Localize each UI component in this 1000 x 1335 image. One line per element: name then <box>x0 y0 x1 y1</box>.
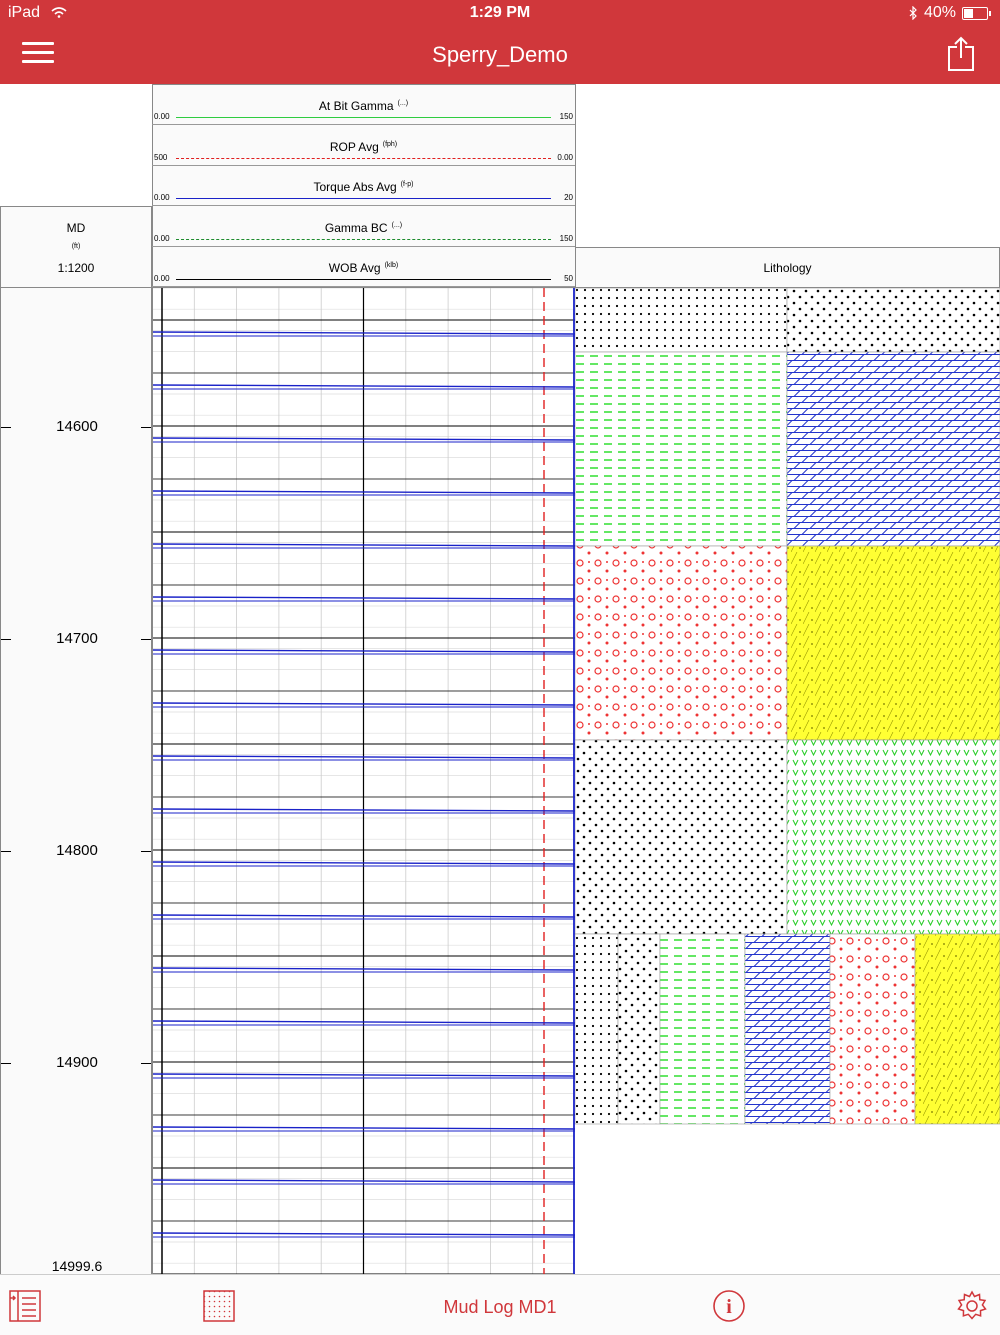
bottom-toolbar <box>0 1274 1000 1335</box>
track-name: ROP Avg <box>329 139 379 154</box>
torque-curve-segment <box>152 1233 575 1235</box>
log-track[interactable] <box>152 288 575 1274</box>
md-unit: (ft) <box>71 243 81 250</box>
track-unit: (klb) <box>384 262 399 269</box>
track-line-sample <box>176 117 551 118</box>
torque-curve-segment <box>152 1021 575 1023</box>
svg-text:i: i <box>726 1296 732 1318</box>
track-unit: (...) <box>397 100 409 107</box>
depth-tick <box>1 1063 11 1064</box>
torque-curve-segment <box>152 438 575 440</box>
torque-curve-segment <box>152 1127 575 1129</box>
lithology-block <box>787 352 1000 546</box>
lithology-block <box>787 288 1000 352</box>
top-bar <box>0 0 1000 84</box>
lithology-block <box>745 934 830 1124</box>
lithology-block <box>575 288 787 352</box>
depth-tick <box>1 427 11 428</box>
track-header[interactable] <box>152 247 575 287</box>
track-header[interactable] <box>152 166 575 206</box>
lithology-block <box>575 934 618 1124</box>
bluetooth-icon <box>908 6 918 20</box>
device-label: iPad <box>8 4 41 21</box>
track-name: WOB Avg <box>328 261 381 275</box>
track-scale-right: 0.00 <box>557 152 573 162</box>
page-title: Sperry_Demo <box>432 42 568 67</box>
lithology-block <box>575 546 787 740</box>
share-icon[interactable] <box>946 36 976 72</box>
track-unit: (...) <box>391 221 403 229</box>
track-scale-right: 150 <box>559 112 573 121</box>
status-right <box>908 4 988 22</box>
depth-tick <box>141 851 151 852</box>
track-title <box>152 261 575 275</box>
depth-tick <box>1 639 11 640</box>
depth-column[interactable] <box>0 288 152 1274</box>
gear-icon[interactable] <box>955 1289 989 1323</box>
depth-tick <box>141 1063 151 1064</box>
track-line-sample <box>176 158 551 159</box>
track-title <box>152 221 575 235</box>
lithology-header <box>575 247 1000 288</box>
lithology-block <box>660 934 745 1124</box>
lithology-block <box>575 740 787 934</box>
lithology-block <box>787 546 1000 740</box>
track-name: Torque Abs Avg <box>313 180 397 194</box>
status-time: 1:29 PM <box>469 4 531 21</box>
track-title <box>152 180 575 194</box>
track-name: Gamma BC <box>324 220 388 235</box>
track-line-sample <box>176 279 551 280</box>
torque-curve-segment <box>152 491 575 493</box>
battery-fill <box>964 9 973 18</box>
torque-curve-segment <box>152 809 575 811</box>
depth-tick <box>1 851 11 852</box>
track-title <box>152 140 575 154</box>
depth-label: 14700 <box>56 630 98 647</box>
lithology-title: Lithology <box>763 261 812 275</box>
track-scale-right: 20 <box>564 193 573 202</box>
track-line-sample <box>176 239 551 240</box>
track-name: At Bit Gamma <box>318 99 394 113</box>
track-header[interactable] <box>152 126 575 166</box>
lithology-block <box>575 352 787 546</box>
track-scale-left: 0.00 <box>154 274 170 283</box>
battery-icon <box>962 7 988 20</box>
torque-curve-segment <box>152 1180 575 1182</box>
depth-tick <box>141 427 151 428</box>
track-line-sample <box>176 198 551 199</box>
track-scale-left: 500 <box>154 152 168 162</box>
depth-label: 14800 <box>56 842 98 859</box>
track-scale-left: 0.00 <box>154 233 170 243</box>
track-unit: (fph) <box>382 140 398 148</box>
depth-tick <box>141 639 151 640</box>
depth-label: 14600 <box>56 418 98 435</box>
log-name: Mud Log MD1 <box>443 1297 557 1317</box>
track-header[interactable] <box>152 85 575 125</box>
torque-curve-segment <box>152 968 575 970</box>
info-icon[interactable] <box>712 1289 746 1323</box>
track-scale-left: 0.00 <box>154 193 170 202</box>
track-scale-right: 50 <box>564 274 573 283</box>
track-scale-left: 0.00 <box>154 112 170 121</box>
md-label: MD <box>66 221 86 235</box>
track-scale-right: 150 <box>559 233 573 243</box>
track-header[interactable] <box>152 207 575 247</box>
torque-curve-segment <box>152 862 575 864</box>
md-header <box>0 206 152 288</box>
depth-bottom-label: 14999.6 <box>51 1258 103 1274</box>
lithology-block <box>830 934 915 1124</box>
battery-percent: 40% <box>923 4 956 21</box>
md-scale: 1:1200 <box>57 261 95 275</box>
torque-curve-segment <box>152 915 575 917</box>
torque-curve-segment <box>152 1074 575 1076</box>
track-unit: (f-p) <box>400 181 414 188</box>
lithology-block <box>787 740 1000 934</box>
depth-label: 14900 <box>56 1054 98 1071</box>
track-title <box>152 99 575 113</box>
lithology-block <box>618 934 660 1124</box>
lithology-block <box>915 934 1000 1124</box>
lithology-column[interactable] <box>575 288 1000 1274</box>
